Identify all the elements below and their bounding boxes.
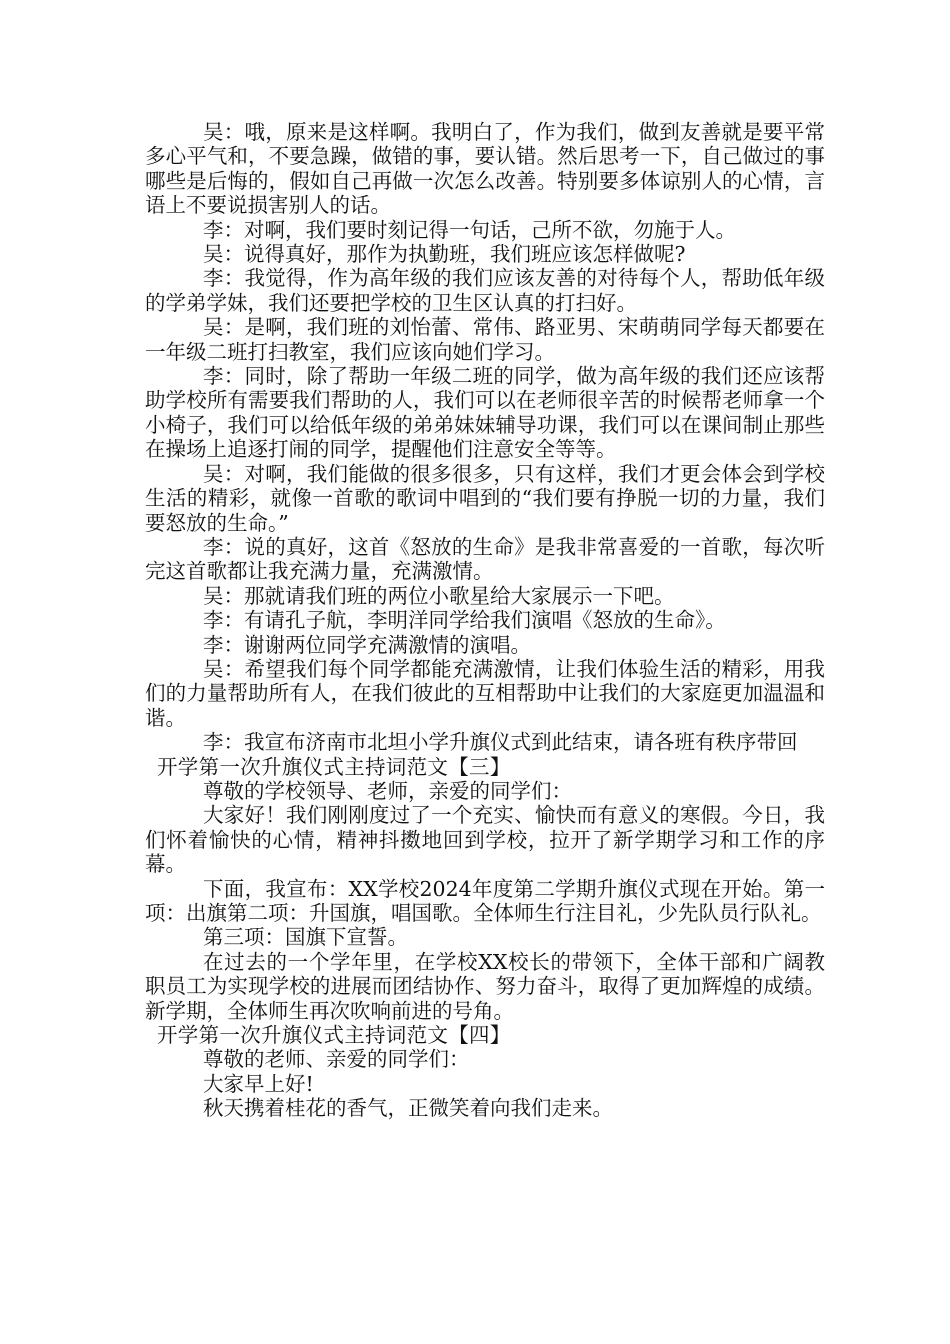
paragraph: 秋天携着桂花的香气，正微笑着向我们走来。: [203, 1096, 613, 1121]
paragraph: 李：同时，除了帮助一年级二班的同学，做为高年级的我们还应该帮助学校所有需要我们帮助的人，我们可以在老师很辛苦的时候帮老师拿一个小椅子，我们可以给低年级的弟弟妹妹辅导功课，我们可以在课间制止那些在操场上追逐打闹的同学，提醒他们注意安全等等。: [145, 364, 825, 462]
paragraph: 尊敬的老师、亲爱的同学们：: [203, 1047, 470, 1072]
paragraph: 吴：那就请我们班的两位小歌星给大家展示一下吧。: [203, 583, 675, 608]
paragraph: 吴：是啊，我们班的刘怡蕾、常伟、路亚男、宋萌萌同学每天都要在一年级二班打扫教室，我们应该向她们学习。: [145, 315, 825, 364]
paragraph: 李：我宣布济南市北坦小学升旗仪式到此结束，请各班有秩序带回: [203, 730, 798, 755]
paragraph: 大家早上好!: [203, 1071, 314, 1096]
section-heading: 开学第一次升旗仪式主持词范文【四】: [157, 1023, 511, 1048]
paragraph: 吴：对啊，我们能做的很多很多，只有这样，我们才更会体会到学校生活的精彩，就像一首歌的歌词中唱到的“我们要有挣脱一切的力量，我们要怒放的生命。”: [145, 461, 825, 535]
section-heading: 开学第一次升旗仪式主持词范文【三】: [157, 754, 511, 779]
paragraph: 李：对啊，我们要时刻记得一句话，己所不欲，勿施于人。: [203, 217, 736, 242]
paragraph: 李：我觉得，作为高年级的我们应该友善的对待每个人，帮助低年级的学弟学妹，我们还要把学校的卫生区认真的打扫好。: [145, 266, 825, 315]
paragraph: 在过去的一个学年里，在学校XX校长的带领下，全体干部和广阔教职员工为实现学校的进展而团结协作、努力奋斗，取得了更加辉煌的成绩。新学期，全体师生再次吹响前进的号角。: [145, 949, 825, 1023]
paragraph: 第三项：国旗下宣誓。: [203, 925, 408, 950]
paragraph: 吴：哦，原来是这样啊。我明白了，作为我们，做到友善就是要平常多心平气和，不要急躁，做错的事，要认错。然后思考一下，自己做过的事哪些是后悔的，假如自己再做一次怎么改善。特别要多体谅别人的心情，言语上不要说损害别人的话。: [145, 120, 825, 218]
paragraph: 李：说的真好，这首《怒放的生命》是我非常喜爱的一首歌，每次听完这首歌都让我充满力量，充满激情。: [145, 534, 825, 584]
paragraph: 吴：说得真好，那作为执勤班，我们班应该怎样做呢?: [203, 242, 686, 267]
paragraph: 尊敬的学校领导、老师，亲爱的同学们：: [203, 778, 572, 803]
document-body: [145, 120, 825, 1121]
paragraph: 吴：希望我们每个同学都能充满激情，让我们体验生活的精彩，用我们的力量帮助所有人，在我们彼此的互相帮助中让我们的大家庭更加温温和谐。: [145, 656, 825, 730]
paragraph: 李：谢谢两位同学充满激情的演唱。: [203, 632, 531, 657]
paragraph: 下面，我宣布：XX学校2024年度第二学期升旗仪式现在开始。第一项：出旗第二项：升国旗，唱国歌。全体师生行注目礼，少先队员行队礼。: [145, 876, 825, 925]
paragraph: 李：有请孔子航，李明洋同学给我们演唱《怒放的生命》。: [203, 608, 726, 633]
paragraph: 大家好！我们刚刚度过了一个充实、愉快而有意义的寒假。今日，我们怀着愉快的心情，精神抖擞地回到学校，拉开了新学期学习和工作的序幕。: [145, 803, 825, 877]
